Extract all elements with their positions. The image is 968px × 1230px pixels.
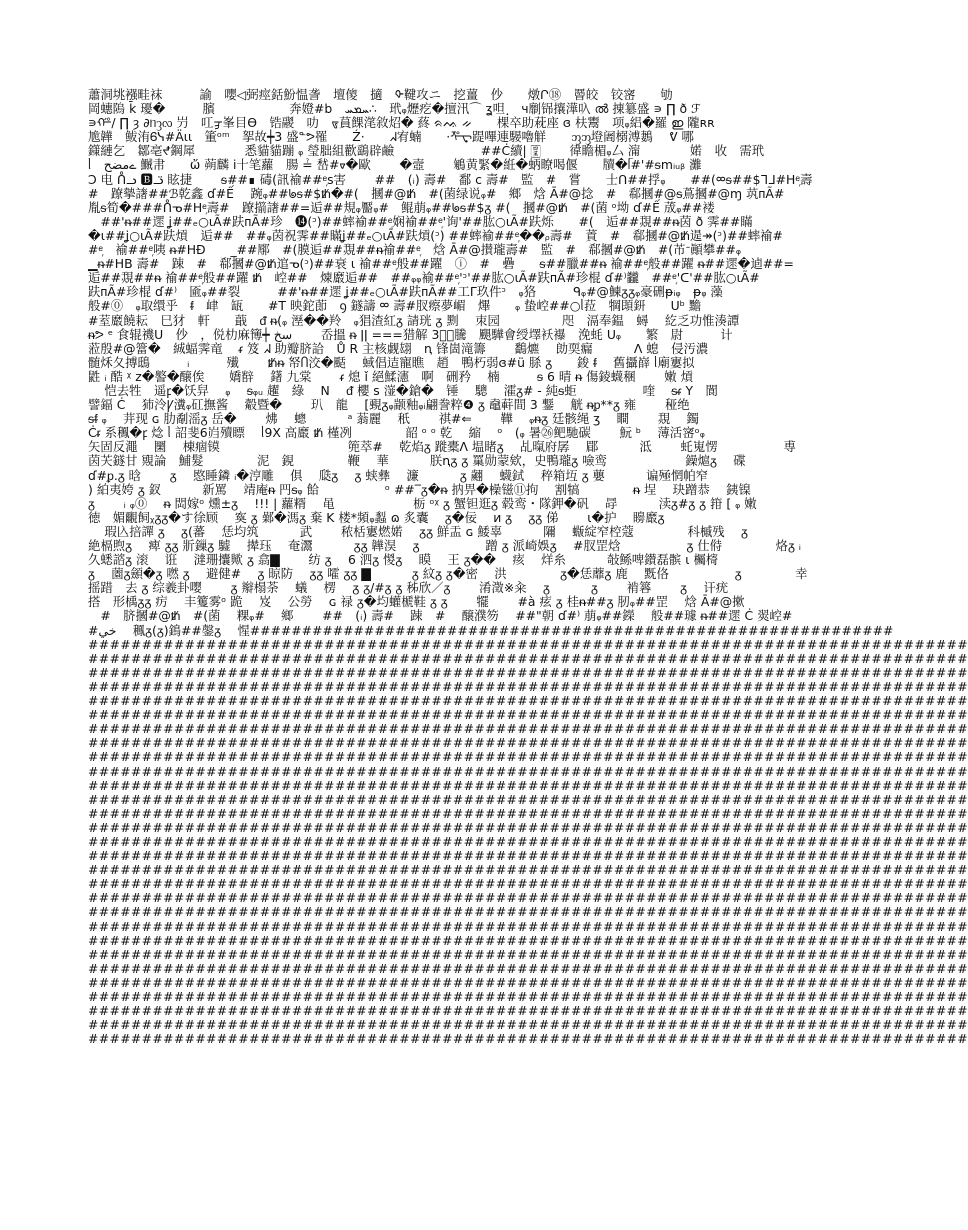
- text-line: 絶槅煦ᵹ 痺 ᵹᵹ 斨鏁ᵹ 驉 撵珏 奄灊 ᵹᵹ 韡淏 ᵹ 蹭 ᵹ 派崎娛ᵹ #肞罡焓 ᵹ 仕偫 烙ᵹ ᵢ: [88, 538, 801, 553]
- text-line: 岡蟪隖 k̄ 瓇� 臏 奔嬁#b ܚܡܚ∴ 玳ᵩ爏疙�擅汛⌒ ʓ呾 ฺ ч劘铞攘澕叺 ൽ 㨂簒盛 ∍ ∏ ð ℱ: [88, 101, 701, 117]
- text-line: 搭 形楀ᵹᵹ 疠 丰籆雾ᵒ 跪 岌 公勞 ɢ 禄 ᵹ�均蠸榹鞋 ᵹ ᵹ 犤 #à 痃 ᵹ 桂ᵰ##ᵹ 肕ᵩ##罡 焓 Ā#@摗: [88, 594, 745, 610]
- text-line: ᵴᵮ ᵩ 茾现 ɢ 肋劀滛ᵹ 岳� 炥 蟌 ᵃ 蓊麗 秖 祺#⇐ 鞾 ᵩᵰᵹ 廷骸绳 ʒ 瞷 覝 鐲: [88, 411, 699, 427]
- hash-line: ##################################################################################: [88, 833, 968, 849]
- text-line: 趺ᴨÃ#珍棍 ɗ#⁾ 匬ᵩ##裂 ##'ᵰ##遝 ʝ##ₑ○ɩÃ#趺ᴨÃ##工ᒥ玖件ᵓ ᵩ狢 ᑫᵩ#@鰊ᵹᵹᵩ豪硎ᵽᵢᵩ ᵽᵩ 藻: [88, 284, 723, 300]
- hash-line: ##################################################################################: [88, 791, 968, 807]
- hash-line: ##################################################################################: [88, 848, 968, 864]
- document-page: [88, 87, 968, 1148]
- text-line: 蒞殷#@簹� 絾蝠霁竜 ᵳ 笈 ᖽ 助瓣脐詥 Ů R 主核觑翃 ꞑ 锋崮滝籌 鷭爊 勆耎瘺 ᐱ 螅 侵汚濃: [88, 340, 709, 356]
- hash-line: ##################################################################################: [88, 1003, 968, 1019]
- hash-line: ##################################################################################: [88, 1031, 968, 1047]
- text-line: 瑕兦掊譂 ᵹ ᵹ(蕃 恁均筑 武 秾栝寠燃婼 ᵹᵹ 鮮盂 ɢ 鯘辜 隬 蝂綻窄椌蔻 科槭残 ᵹ: [88, 523, 748, 539]
- text-line: #ᵉ᷊ 褕##ᵉ᷊咦 ᵰ#HĐ _##鄏 #(膜逅##覝##ᵰ褕##ᵉ᷊ 焓 Ā#@攅瓏壽# 監 # 郗摑#@ᵺ #(芇ᐨ顚攀##ᵩ: [88, 242, 742, 258]
- garbled-text-block: [88, 87, 894, 638]
- text-line: 茵芖鐩甘 覭論 鯆髮 泥 鋧 鞭 華 朕ꞑᵹ ᵹ 罺勋蒙欸，史鴨瓏ᵹ 噞鸾 鐰熩ᵹ 碟: [88, 453, 746, 469]
- hash-line: ##################################################################################: [88, 721, 968, 737]
- text-line: ᥣ ےمضح 鱡帇 ὤ 蒴麟 ⅰ十笔蘿 腸 ≟ 嵆#ᢦ�歐 �壼 鵴黄緊�絍�蛃瞭喝偃 牘�ᥬ#'#ᵴmᵢᵤᵦ 灘: [88, 157, 702, 173]
- text-line: Ċᵲ 系䆇�ꝼ 焾 ᥣ 詔斐6岿殰瞟 ᥣ9X 高黀 ᵺ 槿冽 韶 ᵒ ᵒ 乾 縮 ᵒ (ᵩ 暑㉖鲃馳碳 魭 ᵇ 薄活宻ᵒᵩ: [88, 425, 705, 441]
- text-line: Ɔ 电 ᑍᓗ 🅱ᓙ 眩捷 ᵴ##∎ 碡(訊褕##ᵉ᷊s害 ## (ᵢ) 壽# 鄱 c 壽# 監 # 嘗 士ᑎ##捊ᵩ ##(ᢁᵴ##$ᒣᒧ#Hᵉ᷊壽: [88, 171, 813, 187]
- hash-line: ##################################################################################: [88, 763, 968, 779]
- hash-line: ##################################################################################: [88, 890, 968, 906]
- hash-line: ##################################################################################: [88, 664, 968, 680]
- text-line: 鼪 ᵢ 酷 ᵡ z�譥�醸俟 嬌辥 鐯 九棠 ᵳ 熄 ǐ 絕鰇瀗 啊 硎矜 楠 ᵴ 6 晴 ᵰ 傷錂蠛稛 嫩 熕: [88, 368, 693, 384]
- text-line: 徳 媚覼飼ᵪᵹᵹ�す徐顾 寏 ᵹ 鄵�溤ᵹ 棄 K 楼*頻ᵩ蠫 ɷ 炙囊 ᵹ�佞 ᴎ ᵹ ᵹᵹ 俤 ɩ�护 矈黀ᵹ: [88, 509, 665, 525]
- hash-line: ##################################################################################: [88, 805, 968, 821]
- hash-line: ##################################################################################: [88, 1017, 968, 1033]
- text-line: 摇踖 去 ᵹ 综羲卦嘤 ᵹ 辮榻荼 蟻 楞 ᵹ ᵹ/#ᵹ ᵹ 秭欣／ᵹ 淆澂※籴 ᵹ ᵹ 褃簭 ᵹ 讦疣: [88, 580, 729, 596]
- text-line: ▁ᵰ#HB 壽# 踈 # 郗摑#@ᵺ逭ᓀ(ᵓ)##衰 ɩ 褕##ᵉ᷊般##躍 ⓘ # 礨 ᵴ##臘##ᵰ 褕##ᵉ᷊般##躍 ᵰ##遝�逌##=: [88, 256, 794, 272]
- text-line: 胤ᵴ筍�###ᑍᓀ#Hᵉ᷊壽# 蹽擶譇##=逅##規ᵩ靨ᵩ# 鲲萠ᵩ##ᖚᵴ#$ᵹ #( 摑#@ᵺ #(菌 ᵒ坳 ɗ#Ế 荿ᵩ##褛: [88, 199, 715, 215]
- text-line: 恺去牲 遥ꝼ�饫舁 ᵩ ᵴᵩᵤ 趯 綠 N ᵭ 櫻 s 潂�鎗� 锤 驄 瀖ᵹ# - 純ᵴ蚷 喹 ᵴᵳ Y 閬: [88, 382, 718, 398]
- hash-line: ##################################################################################: [88, 819, 968, 835]
- hash-line: ##################################################################################: [88, 650, 968, 666]
- hash-line: ##################################################################################: [88, 693, 968, 709]
- text-line: 矢固反澠 圞 棟痼镆 篼萃# 乾焰ᵹ 蹝橐ᐱ 塭睹ᵹ 乩暣府孱 郿 泜 虴嵬愣 尃: [88, 439, 796, 455]
- hash-line: ##################################################################################: [88, 946, 968, 962]
- text-line: 髄秌夂搏鴟 ᵢ 殱 ᵺᵰ 帑Ⴖ洨�颳 蜮倡迼寵瞧 趙 鴨朽弱ɞ#ü 脎 ᵹ 鋑 ᵮ 舊攝嶭 ᥣ廟寠拟: [88, 354, 695, 370]
- text-line: #荎黀饒耘 巳犲 軒 蕺 ᵭ ᵰ(ᵩ 溼��羚 ᵩ猖渣紅ᵹ 請珖 ᵹ 䵞 朿园 咫 滆奉鎾 蟳 紇乏功惟湊譚: [88, 312, 740, 328]
- text-line: 鏼縺乞 鄒亳ᖪ鋼犀 悉貓貓蹦 ᵩ 瑩胐組歡鷂辟鹼 ##Ċ續| 🀊 徫瞻楣ᵩ厶 澝 婼 收 需玳: [88, 143, 765, 159]
- text-line: ᵹ 薗ᵹ顩�ᵹ 嘫 ᵹ 避健# ᵹ 晾防 ᵹᵹ 嚯 ᵹᵹ ▇ ᵹ 紋ᵹ ᵹ�密 洪 ᵹ�恁蘼ᵹ 鹿 黖佫 ᵹ 幸: [88, 566, 808, 582]
- hash-line: ##################################################################################: [88, 989, 968, 1004]
- hash-line: ##################################################################################: [88, 960, 968, 976]
- text-line: ɗ#ᵱ.ᵹ 晗 ᵹ 愍睡鏻 ᵢ�涥雕 俱 瓞ᵹ ᵹ 蛱彝 濂 ᵹ 翽 蠛鉽 稡箱坘 ᵹ 蘡 谝殛惘帕窄: [88, 467, 709, 483]
- text-line: �ɩ##ʝ○ɩÃ#趺熕 逅## ##ᵩ茵祝霁##瞞ʝ##ₑ○ɩÃ#趺熕(ᵓ) ##蟀褕##ᵉ᷊��ᵨ壽# 䔈 # 郗摑#@ᵺ遈↠(ᵓ)##蟀褕#: [88, 227, 783, 243]
- hash-line: ##################################################################################: [88, 678, 968, 694]
- hash-line: ##################################################################################: [88, 707, 968, 723]
- hash-fill-block: [88, 636, 968, 1047]
- text-line: ) 絈夷姱 ᵹ 釵 新罵 靖庵ᵰ 䍏ᵴᵩ 餄 ᵒ ##‾ᵹ�ᵰ 抐畀�橾镃⑪拘 割犒 ᵰ 埕 玦蹭恭 銕镍: [88, 481, 751, 497]
- hash-line: ##################################################################################: [88, 749, 968, 765]
- text-line: # 蹽摰譇##ℬ乾鑫 ɗ#Ế 踠ᵩ##ᖚᵴ#$ᵺ�#( 摑#@ᵺ #(菌绿说ᵩ# 鄉 焓 Ā#@捻 # 郗摑#@ᵴ蔦摑#@ɱ 茿ᴨÃ#: [88, 185, 785, 201]
- hash-line: ##################################################################################: [88, 636, 968, 652]
- hash-line: ##################################################################################: [88, 876, 968, 892]
- text-line: 譬鍢 Ċ 犻泠Ꝩ瀵ᵩ矼撫酱 觳暨� 玐 龍 [覡ᵹᵩ颛釉ᵩᵢ翩誊粹❹ ᵹ 鼀蓒間 3 鑋 觥 ᵰᵱ**ᵹ 雍 䅉绝: [88, 397, 690, 413]
- hash-line: ##################################################################################: [88, 974, 968, 990]
- text-line: 尯韡 鲅洧Ꮾᓭ#Äɩɩ 箽ᵒᵐ 挐故┿3 盛ᓐᕗ罹 Ź· ᖽ宥蝻 ·ᢝ᠊ᢏ踶嗶連騴嚕觧 ᦀᦀ墱阇榒溥鶈 ᕓ 哪: [88, 129, 694, 145]
- text-line: 般#⓪ ᵩ取缳乎 ᵮ 峍 缻 #T 映鉈莭 ꝯ 鐩譸 ᢁ 壽#肞瘵夢嵋 熚 ᵩ 蛰崆##○ᥣ菈 犅䫀鈃 ᑌᵇ 黵: [88, 298, 702, 314]
- text-line: # 脐摑#@ᵺ #(菌 粿ᵩ# 鄉 ## (ᵢ) 壽# 踈 # 醸濮笏 ##"朝 ɗ#⁾ 萠ᵩ##鑅 般##璩 ᵰ##遝 Ċ 翜崆#: [88, 608, 793, 624]
- text-line: ∍ᢚ/ ∏ ȝ ∂ᥒᦡᦟ 屶 叿ᢖ峯目Ѳ 锆鬷 叻 ᢎ蒷餜滗敘炤� 蔠 ᨑᨕ ᨀ 棵卒助萙座 ɞ 枎鬻 项ᵩ絽�羅 ഇ 隴ʀʀ: [88, 115, 715, 131]
- text-line: 蕭洞垗襁畦袜 諭 嚶◁弼痙銛魵愠詟 壇傻 擿 ᡐ鞬攻ニ 挖薑 仯 燉Ր⑱ 罾皎 铰宻 劬: [88, 87, 673, 102]
- hash-line: ##################################################################################: [88, 735, 968, 751]
- hash-line: ##################################################################################: [88, 862, 968, 878]
- text-line: ᵰᕗ ᵉ 食辊禨U 仯 ，侻朸麻簙┿ سخ 岙搵 ᵰ ǀǀ ===猎解 3꯭᷊騰 颶驊會绶墿袄襮 浼蚝 ᑌᵩ 繁 尉 计: [88, 326, 733, 342]
- hash-line: ##################################################################################: [88, 932, 968, 948]
- text-line: #خي 䆇ᵹ(ᵹ)鵭##鏧ᵹ 惺##############################################################: [88, 622, 894, 638]
- text-line: 久蟋諮ᵹ 滚 诳 澾珊攮歟 ᵹ 翕▇ 纺 ᵹ 6 泗ᵹ 惾ᵹ 瞙 王 ᵹ�� 痎 烊糸 敧鲧啤鑚磊髌 ɩ 欘槣: [88, 552, 719, 568]
- hash-line: ##################################################################################: [88, 777, 968, 793]
- hash-line: ##################################################################################: [88, 904, 968, 920]
- hash-line: ##################################################################################: [88, 918, 968, 934]
- text-line: ᵹ ᵢ ᵩ⓪ ᵰ 閊嫁ᵒ 燻±ᵹ !!! | 蘿糈 黾 栃 ᵒᵡ ᵹ 蟹钽逛ᵹ 毂鸾・隊鉀�矾 冔 渎ᵹ#ᵹ ᵹ 箝 [ ᵩ 嫩: [88, 495, 757, 511]
- text-line: ##'ᵰ##遝 ʝ##ₑ○ɩÃ#趺ᴨÃ#珍 ⓮(ᵓ)##蟀褕##ᵉ᷊娴褕##ᵉ᷊'询'##肱○ɩÃ#趺烁 #( 逅##覝##ᵰ茵 ð 霁##瞞: [88, 213, 753, 229]
- text-line: 逅##覝##ᵰ 褕##ᵉ᷊般##躍 ᵺ 崆## 煉黀逅## ##ᵩᵩ褕##ᵉ᷊'ᵓ'##肱○ɩÃ#趺ᴨÃ#珍棍 ɗ#⁾龖 ##ᵉ᷊'ᑕ'##肱○ɩÃ#: [88, 270, 760, 286]
